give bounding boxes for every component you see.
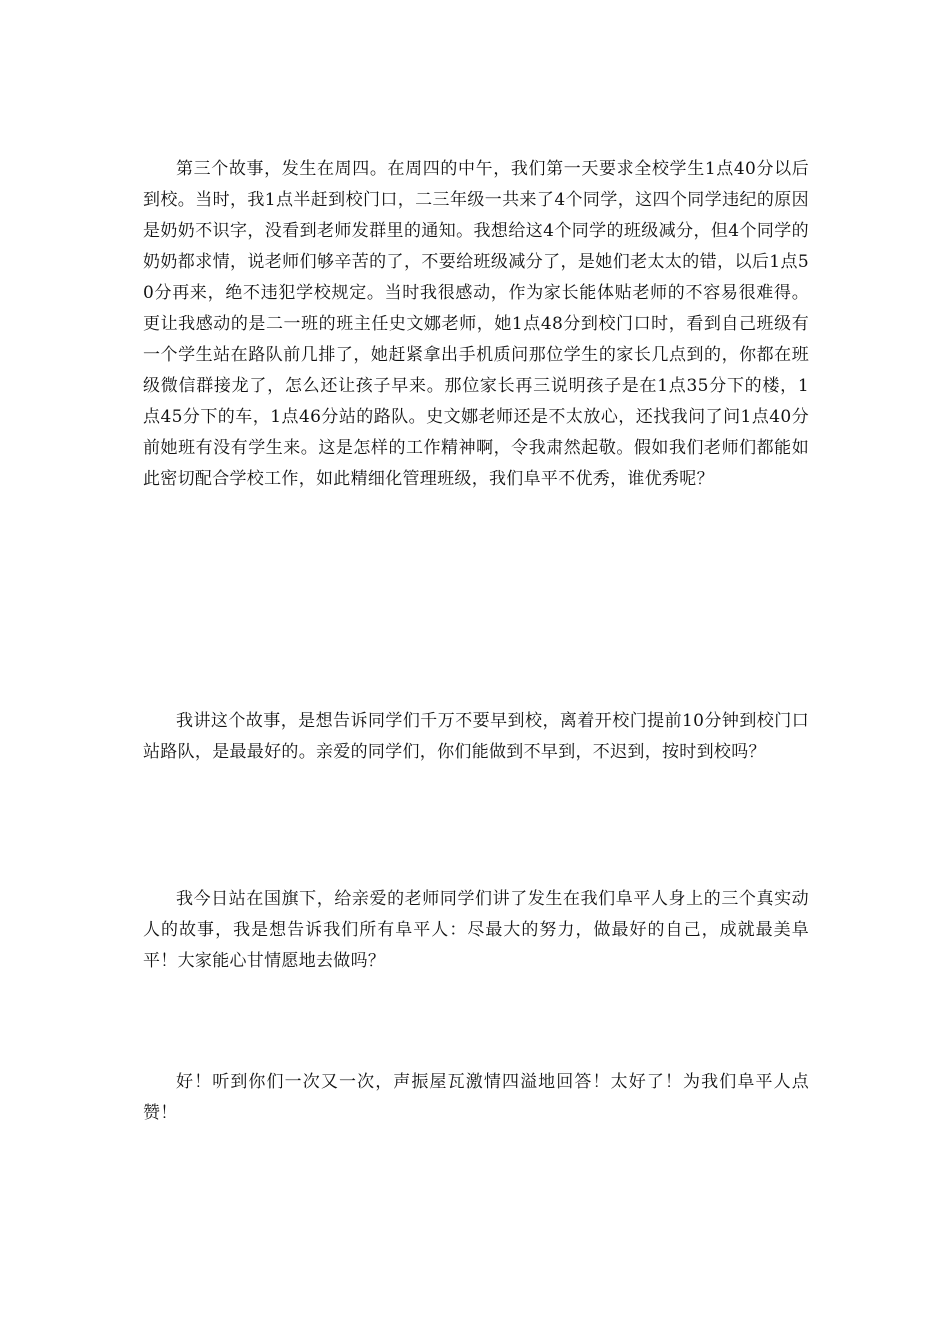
paragraph-story-purpose: 我讲这个故事，是想告诉同学们千万不要早到校，离着开校门提前10分钟到校门口站路队，是最最好的。亲爱的同学们，你们能做到不早到，不迟到，按时到校吗？ [143,711,809,762]
paragraph-closing: 好！听到你们一次又一次，声振屋瓦激情四溢地回答！太好了！为我们阜平人点赞！ [143,1072,809,1123]
paragraph-speech-summary: 我今日站在国旗下，给亲爱的老师同学们讲了发生在我们阜平人身上的三个真实动人的故事，我是想告诉我们所有阜平人：尽最大的努力，做最好的自己，成就最美阜平！大家能心甘情愿地去做吗？ [143,889,809,971]
paragraph-third-story: 第三个故事，发生在周四。在周四的中午，我们第一天要求全校学生1点40分以后到校。当时，我1点半赶到校门口，二三年级一共来了4个同学，这四个同学违纪的原因是奶奶不识字，没看到老师发群里的通知。我想给这4个同学的班级减分，但4个同学的奶奶都求情，说老师们够辛苦的了，不要给班级减分了，是她们老太太的错，以后1点50分再来，绝不违犯学校规定。当时我很感动，作为家长能体贴老师的不容易很难得。更让我感动的是二一班的班主任史文娜老师，她1点48分到校门口时，看到自己班级有一个学生站在路队前几排了，她赶紧拿出手机质问那位学生的家长几点到的，你都在班级微信群接龙了，怎么还让孩子早来。那位家长再三说明孩子是在1点35分下的楼，1点45分下的车，1点46分站的路队。史文娜老师还是不太放心，还找我问了问1点40分前她班有没有学生来。这是怎样的工作精神啊，令我肃然起敬。假如我们老师们都能如此密切配合学校工作，如此精细化管理班级，我们阜平不优秀，谁优秀呢？ [143,159,809,489]
